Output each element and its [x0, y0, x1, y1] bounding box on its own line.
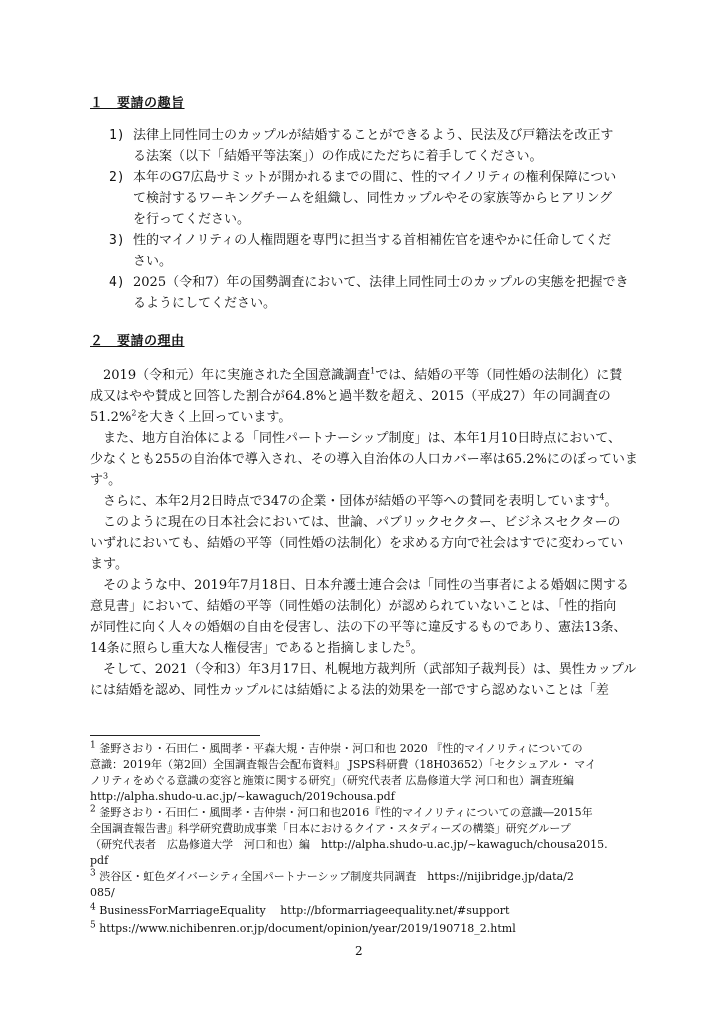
body-line: このように現在の日本社会においては、世論、パブリックセクター、ビジネスセクターの — [90, 515, 621, 530]
body-line: 14条に照らし重大な人権侵害」であると指摘しました$^5$。 — [90, 639, 424, 656]
body-line: そして、2021（令和3）年3月17日、札幌地方裁判所（武部知子裁判長）は、異性カップル — [90, 662, 637, 677]
list-item-number: 2) — [109, 170, 125, 185]
body-line: そのような中、2019年7月18日、日本弁護士連合会は「同性の当事者による婚姻に関する — [90, 578, 629, 593]
section-2-heading: ２ 要請の理由 — [90, 334, 185, 349]
body-line: 少なくとも255の自治体で導入され、その導入自治体の人口カバー率は65.2%にのぼっていま — [90, 452, 638, 467]
footnote: $^1$ 釜野さおり・石田仁・風間孝・平森大規・吉仲崇・河口和也 2020 『性的マイノリティについての — [90, 740, 583, 755]
footnote-ref: 1 — [370, 366, 376, 376]
footnote-line: 全国調査報告書』科学研究費助成事業「日本におけるクイア・スタディーズの構築」研究グループ — [90, 822, 571, 835]
footnote-ref: 2 — [131, 408, 137, 418]
footnote: $^2$ 釜野さおり・石田仁・風間孝・吉仲崇・河口和也2016『性的マイノリティについての意識―2015年 — [90, 804, 593, 819]
body-line: 2019（令和元）年に実施された全国意識調査$^1$では、結婚の平等（同性婚の法制化）に賛 — [90, 366, 623, 383]
body-line: いずれにおいても、結婚の平等（同性婚の法制化）を求める方向で社会はすでに変わってい — [90, 536, 624, 551]
list-item-text: る法案（以下「結婚平等法案」）の作成にただちに着手してください。 — [133, 149, 543, 164]
list-item-text: を行ってください。 — [133, 212, 251, 227]
body-line: が同性に向く人々の婚姻の自由を侵害し、法の下の平等に違反するものであり、憲法13条、 — [90, 620, 627, 635]
footnote-line: 085/ — [90, 886, 115, 899]
footnote-line: （研究代表者 広島修道大学 河口和也）編 http://alpha.shudo-u.ac.jp/~kawaguch/chousa2015. — [90, 838, 608, 851]
list-item-text: 性的マイノリティの人権問題を専門に担当する首相補佐官を速やかに任命してくだ — [133, 233, 612, 248]
body-line: す$^3$。 — [90, 471, 122, 488]
footnote-ref: 3 — [103, 471, 109, 481]
footnote-line: ノリティをめぐる意識の変容と施策に関する研究」（研究代表者 広島修道大学 河口和也）調査班編 — [90, 774, 574, 787]
list-item-text: るようにしてください。 — [133, 296, 277, 311]
list-item-text: 本年のG7広島サミットが開かれるまでの間に、性的マイノリティの権利保障につい — [133, 170, 617, 185]
list-item-text: さい。 — [133, 254, 173, 269]
list-item-number: 1) — [109, 128, 125, 143]
footnote-ref: 5 — [405, 639, 411, 649]
section-1-heading: １ 要請の趣旨 — [90, 96, 185, 111]
footnote: $^3$ 渋谷区・虹色ダイバーシティ全国パートナーシップ制度共同調査 https://nijibridge.jp/data/2 — [90, 868, 574, 883]
list-item-number: 3) — [109, 233, 125, 248]
list-item-text: 法律上同性同士のカップルが結婚することができるよう、民法及び戸籍法を改正す — [133, 128, 614, 143]
body-line: ます。 — [90, 557, 128, 572]
footnote: $^5$ https://www.nichibenren.or.jp/document/opinion/year/2019/190718_2.html — [90, 920, 516, 935]
list-item-number: 4) — [109, 275, 125, 290]
page-number: 2 — [355, 944, 363, 958]
body-line: また、地方自治体による「同性パートナーシップ制度」は、本年1月10日時点において、 — [90, 431, 622, 446]
footnote-line: 意識：2019年（第2回）全国調査報告会配布資料』 JSPS科研費（18H03652）「セクシュアル・ マイ — [90, 758, 597, 771]
body-line: さらに、本年2月2日時点で347の企業・団体が結婚の平等への賛同を表明しています$^4$。 — [90, 492, 618, 509]
body-line: には結婚を認め、同性カップルには結婚による法的効果を一部ですら認めないことは「差 — [90, 683, 609, 698]
footnote: $^4$ BusinessForMarriageEquality http://bformarriageequality.net/#support — [90, 902, 510, 917]
list-item-text: 2025（令和7）年の国勢調査において、法律上同性同士のカップルの実態を把握でき — [133, 275, 629, 290]
body-line: 51.2%$^2$を大きく上回っています。 — [90, 408, 292, 425]
list-item-text: て検討するワーキングチームを組織し、同性カップルやその家族等からヒアリング — [133, 191, 613, 206]
footnote-divider — [90, 735, 260, 736]
footnote-link[interactable]: http://alpha.shudo-u.ac.jp/~kawaguch/2019chousa.pdf — [90, 790, 395, 803]
footnote-line: pdf — [90, 854, 109, 867]
footnote-ref: 4 — [599, 492, 605, 502]
body-line: 意見書」において、結婚の平等（同性婚の法制化）が認められていないことは、「性的指向 — [90, 599, 617, 614]
body-line: 成又はやや賛成と回答した割合が64.8%と過半数を超え、2015（平成27）年の同調査の — [90, 389, 611, 404]
